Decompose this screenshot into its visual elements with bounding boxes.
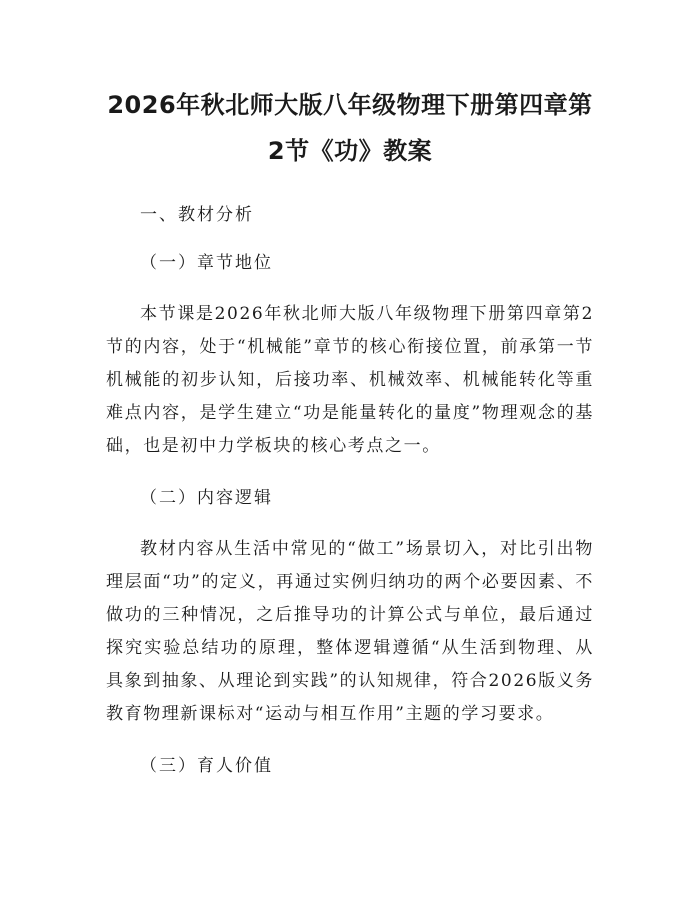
document-title bbox=[106, 82, 594, 174]
title-line-2: 2节《功》教案 bbox=[267, 137, 433, 165]
section-heading-textbook-analysis: 一、教材分析 bbox=[140, 205, 254, 225]
subheading-educational-value: （三）育人价值 bbox=[140, 756, 273, 776]
paragraph-chapter-position: 本节课是2026年秋北师大版八年级物理下册第四章第2节的内容，处于“机械能”章节的核心衔接位置，前承第一节机械能的初步认知，后接功率、机械效率、机械能转化等重难点内容，是学生建立“功是能量转化的量度”物理观念的基础，也是初中力学板块的核心考点之一。 bbox=[106, 304, 594, 456]
title-line-1: 2026年秋北师大版八年级物理下册第四章第 bbox=[107, 91, 593, 119]
paragraph-content-logic: 教材内容从生活中常见的“做工”场景切入，对比引出物理层面“功”的定义，再通过实例归纳功的两个必要因素、不做功的三种情况，之后推导功的计算公式与单位，最后通过探究实验总结功的原理，整体逻辑遵循“从生活到物理、从具象到抽象、从理论到实践”的认知规律，符合2026版义务教育物理新课标对“运动与相互作用”主题的学习要求。 bbox=[106, 539, 594, 724]
subheading-chapter-position: （一）章节地位 bbox=[140, 253, 273, 273]
subheading-content-logic: （二）内容逻辑 bbox=[140, 488, 273, 508]
